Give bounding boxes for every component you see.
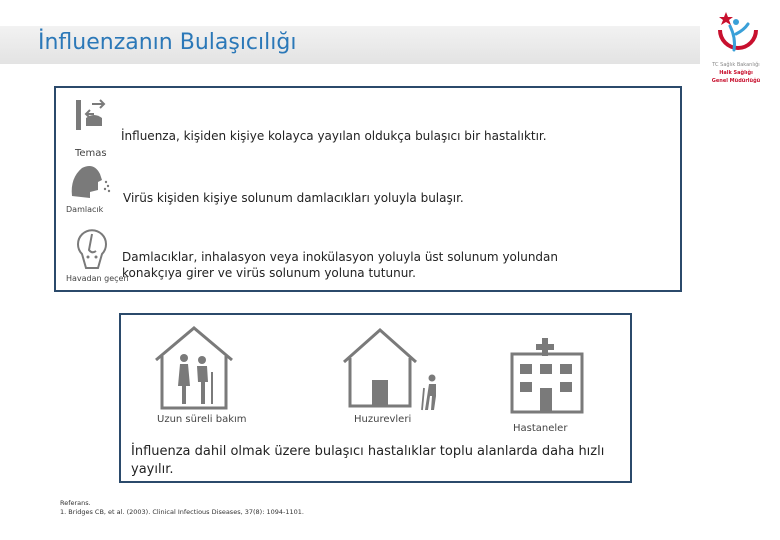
contact-label: Temas (75, 148, 107, 159)
droplet-head-icon (66, 160, 112, 200)
reference-item-1: 1. Bridges CB, et al. (2003). Clinical Infectious Diseases, 37(8): 1094-1101. (60, 508, 304, 516)
hospital-building-icon (508, 336, 586, 414)
airborne-description-line2: konakçıya girer ve virüs solunum yoluna tutunur. (122, 266, 416, 280)
contact-description: İnfluenza, kişiden kişiye kolayca yayılan oldukça bulaşıcı bir hastalıktır. (121, 129, 547, 143)
droplet-description: Virüs kişiden kişiye solunum damlacıkları yoluyla bulaşır. (123, 191, 464, 205)
logo-line-public-health: Halk Sağlığı (719, 70, 753, 76)
ministry-logo (700, 4, 772, 94)
airborne-label: Havadan geçen (66, 274, 129, 283)
long-term-care-house-icon (152, 324, 236, 410)
references-heading: Referans. (60, 499, 91, 507)
nursing-home-house-icon (340, 326, 444, 412)
settings-summary-line2: yayılır. (131, 462, 174, 477)
contact-handshake-icon (72, 96, 114, 138)
logo-line-directorate: Genel Müdürlüğü (711, 78, 761, 84)
logo-line-ministry: TC Sağlık Bakanlığı (712, 62, 760, 68)
settings-summary-line1: İnfluenza dahil olmak üzere bulaşıcı hastalıklar toplu alanlarda daha hızlı (131, 444, 605, 459)
droplet-label: Damlacık (66, 205, 104, 214)
hospitals-label: Hastaneler (513, 423, 568, 434)
airborne-description-line1: Damlacıklar, inhalasyon veya inokülasyon yoluyla üst solunum yolundan (122, 250, 559, 264)
page-title: İnfluenzanın Bulaşıcılığı (38, 30, 297, 55)
ministry-emblem-icon (700, 4, 772, 62)
long-term-care-label: Uzun süreli bakım (157, 414, 247, 425)
nursing-home-label: Huzurevleri (354, 414, 412, 425)
airborne-nose-icon (72, 224, 112, 272)
